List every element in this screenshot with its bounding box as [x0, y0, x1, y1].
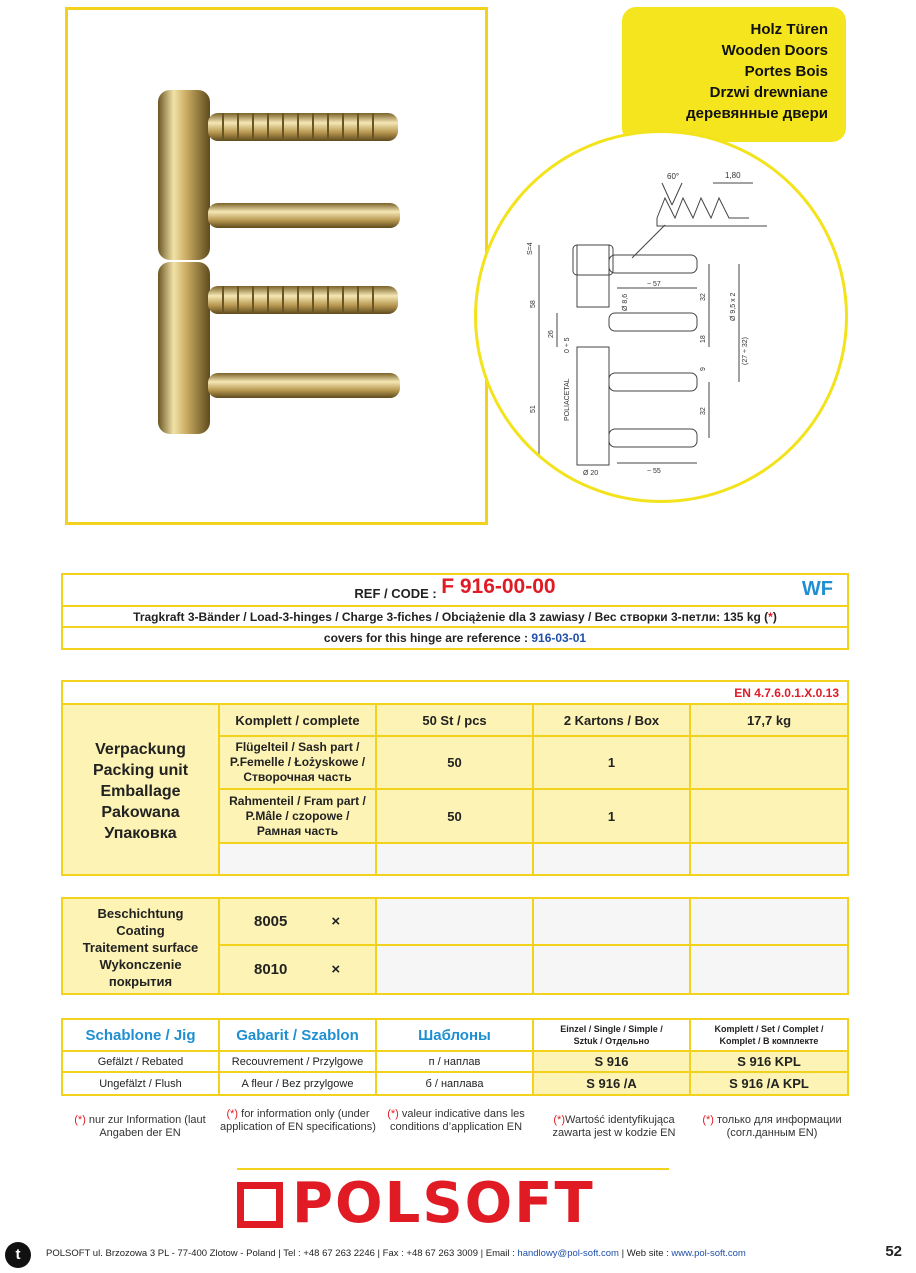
coating-label-fr: Traitement surface: [82, 940, 199, 955]
polsoft-logo: [235, 1171, 675, 1236]
pack-row3-box: 1: [534, 790, 691, 844]
jig-row1-single: S 916: [534, 1052, 691, 1073]
hinge-photo: [68, 10, 485, 522]
en-standard: EN 4.7.6.0.1.X.0.13: [63, 682, 847, 705]
dim-thread: Ø 9,5 x 2: [730, 292, 737, 321]
pack-empty-cell: [534, 844, 691, 874]
footnotes: [61, 1108, 849, 1148]
jig-row1-ru: п / наплав: [377, 1052, 534, 1073]
jig-header-set: Komplett / Set / Complet / Komplet / В комплекте: [691, 1020, 847, 1052]
dim-d20: Ø 20: [583, 470, 599, 477]
product-photo-frame: [65, 7, 488, 525]
dim-d86: Ø 8,6: [622, 293, 629, 311]
coating-empty-cell: [534, 946, 691, 993]
load-close: ): [772, 610, 777, 624]
lang-pl: Drzwi drewniane: [709, 84, 828, 101]
dim-h58: 58: [530, 300, 537, 308]
pack-row1-box: 2 Kartons / Box: [534, 705, 691, 737]
packing-label-en: Packing unit: [92, 762, 189, 779]
footer-email-link[interactable]: handlowy@pol-soft.com: [517, 1248, 619, 1259]
packing-label-fr: Emballage: [100, 783, 181, 800]
pack-row2-weight: [691, 737, 847, 790]
door-type-label: [622, 7, 846, 142]
dim-len57: ~ 57: [647, 281, 661, 288]
covers-text: covers for this hinge are reference :: [323, 631, 528, 645]
packing-label-ru: Упаковка: [104, 825, 177, 842]
jig-table: [61, 1018, 849, 1096]
note-text: nur zur Information (laut Angaben der EN: [85, 1114, 206, 1139]
note-star: (*): [553, 1114, 565, 1126]
dim-s4: S=4: [527, 242, 534, 255]
pack-empty-cell: [691, 844, 847, 874]
technical-drawing: [474, 130, 848, 503]
ref-label: REF / CODE :: [354, 585, 437, 601]
coating-empty-cell: [691, 899, 847, 946]
cross-mark-icon: ×: [331, 913, 341, 930]
pack-row3-weight: [691, 790, 847, 844]
packing-label-pl: Pakowana: [101, 804, 180, 821]
dim-v18: 18: [700, 335, 707, 343]
brand-t-icon: t: [5, 1242, 31, 1268]
note-text: for information only (under application of EN specifications): [220, 1108, 376, 1133]
coating-empty-cell: [377, 899, 534, 946]
dim-h51: 51: [530, 405, 537, 413]
coating-label-en: Coating: [116, 923, 165, 938]
coating-table: [61, 897, 849, 995]
note-star: (*): [702, 1114, 714, 1126]
pack-row1-pcs: 50 St / pcs: [377, 705, 534, 737]
dim-h26: 26: [548, 330, 555, 338]
note-pl: [535, 1114, 693, 1140]
dim-v32a: 32: [700, 293, 707, 301]
lang-fr: Portes Bois: [744, 63, 828, 80]
pin-2: [208, 373, 400, 398]
dim-v9: 9: [700, 367, 707, 371]
note-star: (*): [74, 1114, 86, 1126]
note-text: valeur indicative dans les conditions d’application EN: [389, 1108, 525, 1133]
dim-v32b: 32: [700, 407, 707, 415]
note-star: (*): [387, 1108, 399, 1120]
jig-row2-set: S 916 /A KPL: [691, 1073, 847, 1094]
note-en: [219, 1108, 377, 1134]
packing-label: [63, 705, 220, 874]
covers-reference: 916-03-01: [531, 631, 587, 645]
jig-row2-gabarit: A fleur / Bez przylgowe: [220, 1073, 377, 1094]
coating-empty-cell: [691, 946, 847, 993]
note-ru: [693, 1114, 851, 1140]
packing-table: [61, 680, 849, 876]
lang-en: Wooden Doors: [721, 42, 828, 59]
note-star: (*): [226, 1108, 239, 1120]
jig-header-ru: Шаблоны: [377, 1020, 534, 1052]
note-text: Wartość identyfikująca zawarta jest w kodzie EN: [552, 1114, 676, 1139]
logo-square-icon: [237, 1182, 283, 1228]
pin-1: [208, 203, 400, 228]
dim-gap: 0 ÷ 5: [564, 337, 571, 353]
pack-empty-cell: [220, 844, 377, 874]
coating-code: 8010: [254, 961, 288, 978]
reference-code-row: [63, 575, 847, 607]
pack-row3-name: Rahmenteil / Fram part / P.Mâle / czopowe / Рамная часть: [220, 790, 377, 844]
load-capacity-row: [63, 607, 847, 628]
lang-de: Holz Türen: [750, 21, 828, 38]
footer-address: POLSOFT ul. Brzozowa 3 PL - 77-400 Zlotow - Poland | Tel : +48 67 263 2246 | Fax : +48 67 263 3009 | Email :: [46, 1248, 515, 1259]
pack-row1-name: Komplett / complete: [220, 705, 377, 737]
coating-label-pl: Wykonczenie: [99, 957, 182, 972]
covers-row: [63, 628, 847, 648]
jig-row1-type: Gefälzt / Rebated: [63, 1052, 220, 1073]
screw-pin-1: [208, 113, 398, 141]
pack-empty-cell: [377, 844, 534, 874]
footer-contact: [46, 1248, 746, 1259]
lang-ru: деревянные двери: [686, 105, 828, 122]
coating-code: 8005: [254, 913, 288, 930]
dim-angle: 60°: [667, 172, 680, 181]
cross-mark-icon: ×: [331, 961, 341, 978]
reference-box: [61, 573, 849, 650]
load-star: *: [768, 610, 773, 624]
dim-len55: ~ 55: [647, 468, 661, 475]
packing-label-de: Verpackung: [95, 741, 186, 758]
wf-badge: WF: [801, 578, 833, 600]
coating-empty-cell: [534, 899, 691, 946]
footer-web-label: | Web site :: [621, 1248, 669, 1259]
note-text: только для информации (согл.данным EN): [713, 1114, 842, 1139]
jig-row1-gabarit: Recouvrement / Przylgowe: [220, 1052, 377, 1073]
logo-text: POLSOFT: [292, 1171, 595, 1236]
coating-label: [63, 899, 220, 993]
page-number: 52: [885, 1243, 902, 1260]
jig-row2-type: Ungefälzt / Flush: [63, 1073, 220, 1094]
pack-row2-name: Flügelteil / Sash part / P.Femelle / Łożyskowe / Створочная часть: [220, 737, 377, 790]
jig-header-single: Einzel / Single / Simple / Sztuk / Отдельно: [534, 1020, 691, 1052]
dim-material: POLIACETAL: [564, 378, 571, 421]
jig-row2-ru: б / наплава: [377, 1073, 534, 1094]
load-capacity-text: Tragkraft 3-Bänder / Load-3-hinges / Charge 3-fiches / Obciążenie dla 3 zawiasy / Вес створки 3-петли: 135 kg (: [133, 610, 769, 624]
jig-row1-set: S 916 KPL: [691, 1052, 847, 1073]
product-code: F 916-00-00: [441, 575, 556, 598]
coating-option-8010: [220, 946, 377, 993]
coating-label-de: Beschichtung: [97, 906, 184, 921]
jig-row2-single: S 916 /A: [534, 1073, 691, 1094]
coating-empty-cell: [377, 946, 534, 993]
pack-row2-box: 1: [534, 737, 691, 790]
logo-divider: [237, 1168, 669, 1170]
jig-header-gabarit: Gabarit / Szablon: [220, 1020, 377, 1052]
jig-header-schablone: Schablone / Jig: [63, 1020, 220, 1052]
pack-row3-pcs: 50: [377, 790, 534, 844]
coating-label-ru: покрытия: [108, 974, 173, 989]
coating-option-8005: [220, 899, 377, 946]
dim-range: (27 ÷ 32): [742, 337, 749, 365]
screw-pin-2: [208, 286, 398, 314]
note-de: [61, 1114, 219, 1140]
footer-website-link[interactable]: www.pol-soft.com: [671, 1248, 746, 1259]
pack-row2-pcs: 50: [377, 737, 534, 790]
note-fr: [377, 1108, 535, 1134]
dim-pitch: 1,80: [725, 171, 741, 180]
pack-row1-weight: 17,7 kg: [691, 705, 847, 737]
page-footer: [0, 1240, 916, 1270]
